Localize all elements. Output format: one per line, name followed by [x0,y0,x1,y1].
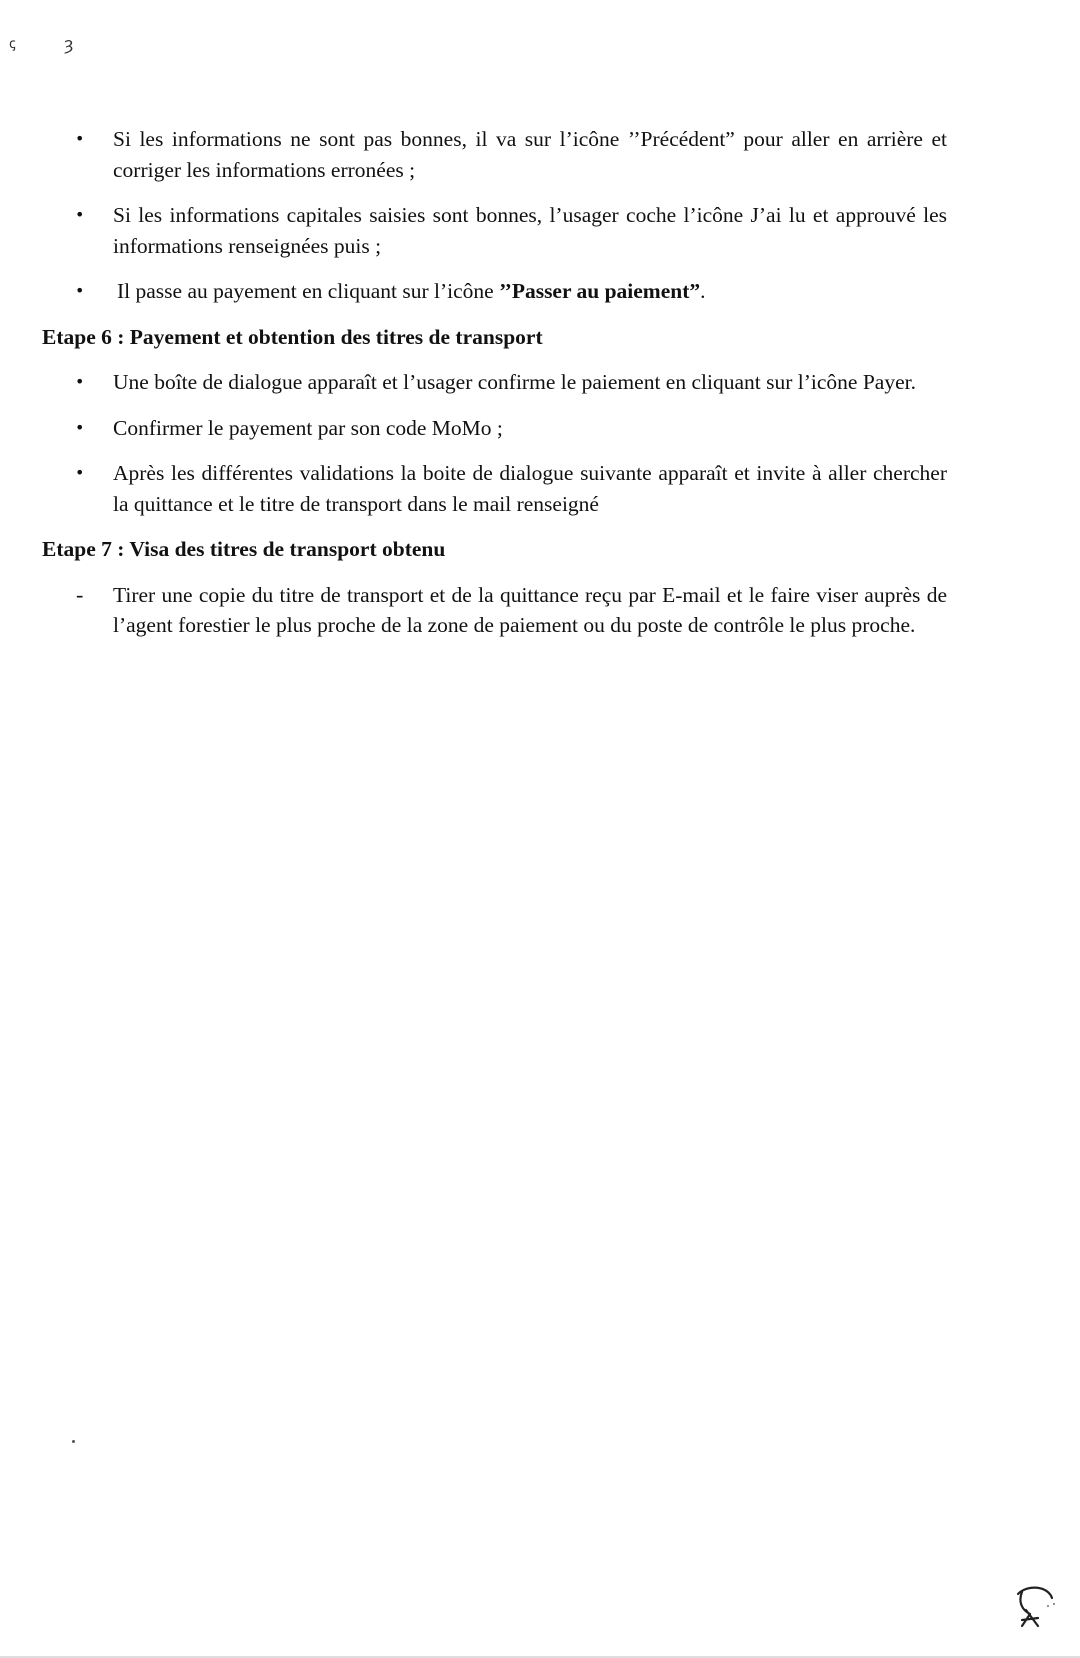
list-item-text: Confirmer le payement par son code MoMo ; [113,415,503,440]
list-item [0,413,1080,444]
bullet-icon: • [75,281,85,300]
document-body [0,124,1080,656]
list-item [0,276,1080,307]
list-item-text: . [700,279,706,303]
list-item-text: Si les informations ne sont pas bonnes, il va sur l’icône ’’Précédent” pour aller en arrière et corriger les informations erronées ; [113,127,947,182]
bullet-icon: • [75,205,85,224]
list-item-bold-text: ’’Passer au paiement” [499,279,701,303]
list-item [0,458,1080,519]
list-item-text: Une boîte de dialogue apparaît et l’usager confirme le paiement en cliquant sur l’icône Payer. [113,370,916,394]
section-heading-etape-6: Etape 6 : Payement et obtention des titres de transport [42,324,543,349]
list-item [0,580,1080,641]
list-item-text: Tirer une copie du titre de transport et de la quittance reçu par E-mail et le faire viser auprès de l’agent forestier le plus proche de la zone de paiement ou du poste de contrôle le plus proche. [113,582,947,637]
dash-icon: - [76,581,84,607]
bullet-icon: • [75,372,85,391]
bullet-icon: • [75,417,85,437]
list-item [0,200,1080,261]
list-item [0,124,1080,185]
section-heading-etape-7: Etape 7 : Visa des titres de transport obtenu [42,537,446,561]
margin-mark: ȝ [64,34,74,55]
stray-dot [72,1440,75,1443]
bullet-icon: • [75,129,85,148]
margin-mark: ꞔ [9,36,16,52]
list-item-text: Il passe au payement en cliquant sur l’icône [117,279,500,303]
bullet-icon: • [75,463,85,482]
list-item-text: Si les informations capitales saisies sont bonnes, l’usager coche l’icône J’ai lu et approuvé les informations renseignées puis ; [113,203,947,258]
list-item-text: Après les différentes validations la boite de dialogue suivante apparaît et invite à aller chercher la quittance et le titre de transport dans le mail renseigné [113,461,947,516]
handwritten-initials-icon [1008,1580,1060,1632]
list-item [0,367,1080,398]
